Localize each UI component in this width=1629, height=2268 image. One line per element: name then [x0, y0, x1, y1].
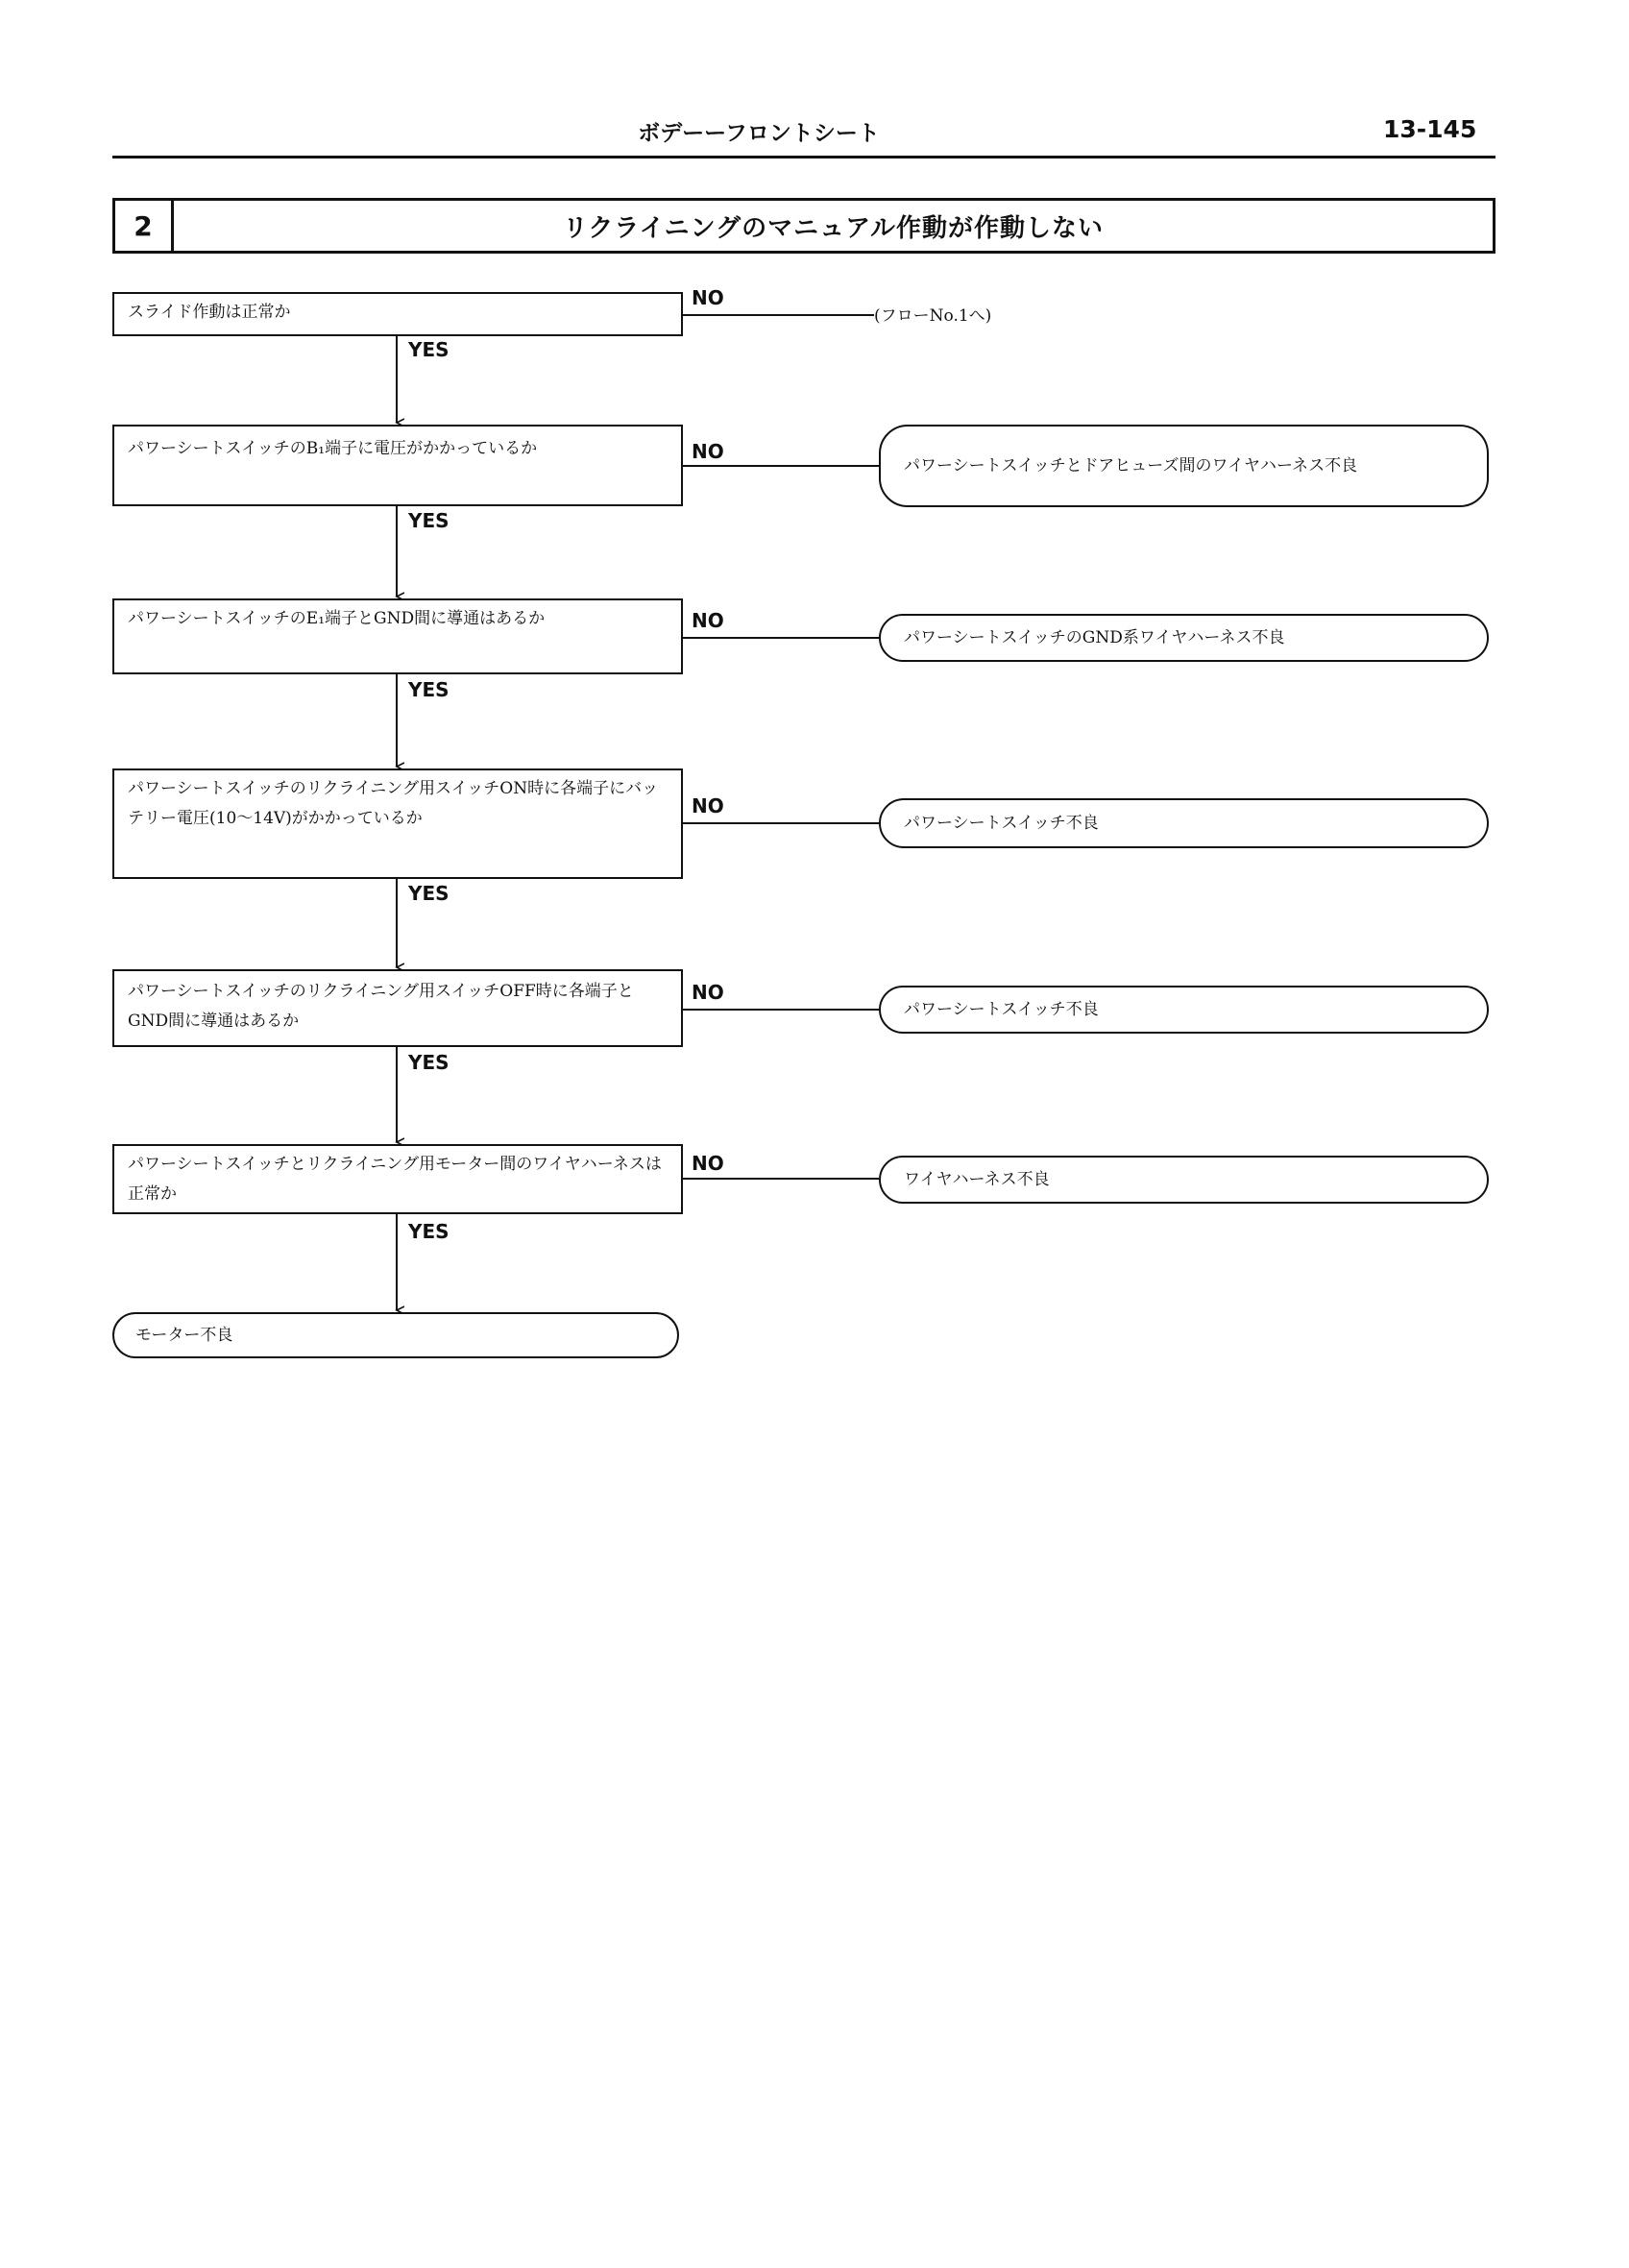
final-result-box: モーター不良	[112, 1312, 679, 1358]
check-box-6: パワーシートスイッチとリクライニング用モーター間のワイヤハーネスは正常か	[112, 1144, 683, 1214]
result-box-6: ワイヤハーネス不良	[879, 1156, 1489, 1204]
no-label-6: NO	[692, 1152, 724, 1175]
no-label-3: NO	[692, 609, 724, 632]
check-box-4: パワーシートスイッチのリクライニング用スイッチON時に各端子にバッテリー電圧(10〜14V)がかかっているか	[112, 768, 683, 879]
flow-reference: (フローNo.1へ)	[874, 306, 992, 326]
result-box-4: パワーシートスイッチ不良	[879, 798, 1489, 848]
page-number: 13-145	[1383, 115, 1477, 143]
no-label-4: NO	[692, 794, 724, 817]
check-box-1: スライド作動は正常か	[112, 292, 683, 336]
check-box-3: パワーシートスイッチのE₁端子とGND間に導通はあるか	[112, 598, 683, 674]
result-box-5: パワーシートスイッチ不良	[879, 986, 1489, 1034]
check-box-5: パワーシートスイッチのリクライニング用スイッチOFF時に各端子とGND間に導通はあるか	[112, 969, 683, 1047]
section-title: リクライニングのマニュアル作動が作動しない	[562, 213, 1105, 243]
result-box-2: パワーシートスイッチとドアヒューズ間のワイヤハーネス不良	[879, 425, 1489, 507]
page-header-title: ボデーーフロントシート	[638, 121, 880, 146]
yes-label-1: YES	[408, 338, 450, 361]
no-label-1: NO	[692, 286, 724, 309]
section-number: 2	[115, 201, 174, 251]
yes-label-4: YES	[408, 882, 450, 905]
no-label-5: NO	[692, 981, 724, 1004]
yes-label-5: YES	[408, 1051, 450, 1074]
yes-label-6: YES	[408, 1220, 450, 1243]
no-label-2: NO	[692, 440, 724, 463]
yes-label-2: YES	[408, 509, 450, 532]
yes-label-3: YES	[408, 678, 450, 701]
result-box-3: パワーシートスイッチのGND系ワイヤハーネス不良	[879, 614, 1489, 662]
check-box-2: パワーシートスイッチのB₁端子に電圧がかかっているか	[112, 425, 683, 506]
